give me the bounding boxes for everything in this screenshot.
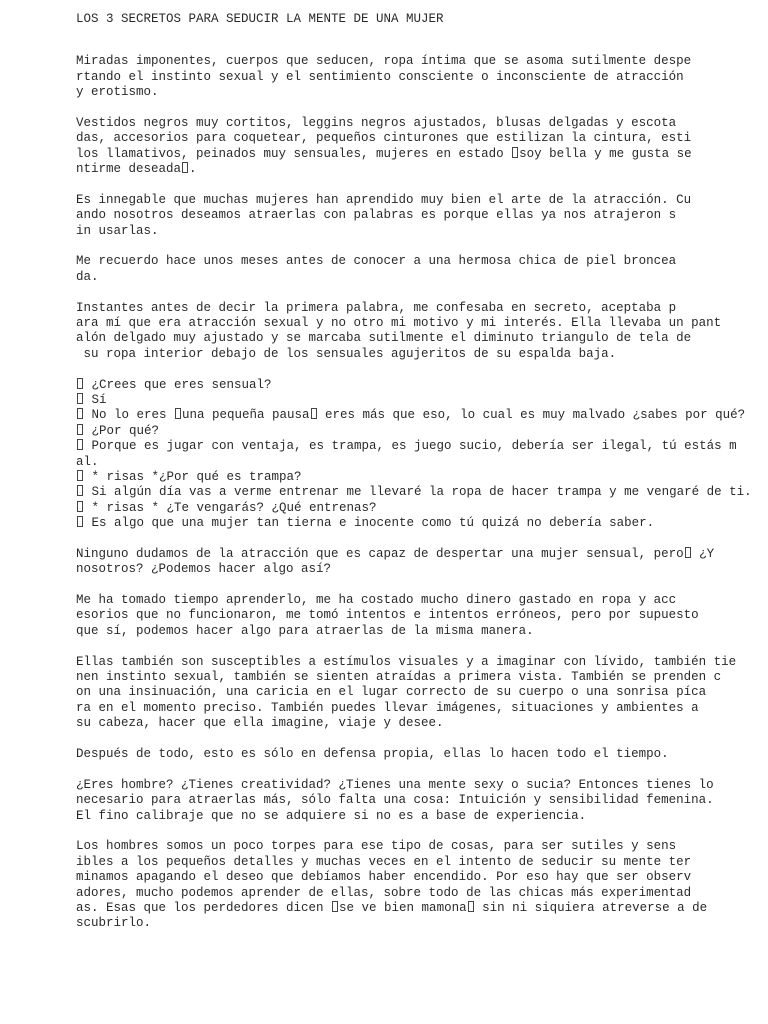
- text-line: ¿Eres hombre? ¿Tienes creatividad? ¿Tienes una mente sexy o sucia? Entonces tienes lo: [76, 777, 714, 792]
- text-line: nosotros? ¿Podemos hacer algo así?: [76, 562, 332, 577]
- paragraph: [76, 547, 756, 578]
- text-line: su ropa interior debajo de los sensuales agujeritos de su espalda baja.: [76, 346, 617, 361]
- text-line: nen instinto sexual, también se sienten atraídas a primera vista. También se prenden c: [76, 670, 722, 685]
- text-line: Si algún día vas a verme entrenar me llevaré la ropa de hacer trampa y me vengaré de ti.: [76, 485, 756, 500]
- missing-glyph-icon: [77, 439, 83, 450]
- text-line: Porque es jugar con ventaja, es trampa, es juego sucio, debería ser ilegal, tú estás m: [76, 439, 756, 454]
- paragraph: [76, 593, 756, 639]
- paragraph: [76, 116, 756, 178]
- paragraph: [76, 747, 756, 762]
- text-line: Es innegable que muchas mujeres han aprendido muy bien el arte de la atracción. Cu: [76, 192, 692, 207]
- paragraph: [76, 839, 756, 931]
- text-line: rtando el instinto sexual y el sentimiento consciente o inconsciente de atracción: [76, 69, 684, 84]
- text-line: Ninguno dudamos de la atracción que es capaz de despertar una mujer sensual, pero ¿Y: [76, 546, 715, 561]
- missing-glyph-icon: [685, 547, 691, 558]
- text-line: Es algo que una mujer tan tierna e inocente como tú quizá no debería saber.: [76, 516, 756, 531]
- missing-glyph-icon: [77, 378, 83, 389]
- text-line: ¿Crees que eres sensual?: [76, 378, 756, 393]
- missing-glyph-icon: [77, 470, 83, 481]
- text-line: ibles a los pequeños detalles y muchas veces en el intento de seducir su mente ter: [76, 854, 692, 869]
- text-line: alón delgado muy ajustado y se marcaba sutilmente el diminuto triangulo de tela de: [76, 331, 692, 346]
- text-line: Instantes antes de decir la primera palabra, me confesaba en secreto, aceptaba p: [76, 300, 677, 315]
- text-line: esorios que no funcionaron, me tomó intentos e intentos erróneos, pero por supuesto: [76, 608, 699, 623]
- text-line: in usarlas.: [76, 223, 159, 238]
- text-line: No lo eres una pequeña pausa eres más que eso, lo cual es muy malvado ¿sabes por qué?: [76, 408, 756, 423]
- text-line: * risas * ¿Te vengarás? ¿Qué entrenas?: [76, 501, 756, 516]
- text-line: on una insinuación, una caricia en el lugar correcto de su cuerpo o una sonrisa píca: [76, 685, 707, 700]
- missing-glyph-icon: [512, 147, 518, 158]
- paragraph: [76, 54, 756, 100]
- text-line: ntirme deseada .: [76, 162, 197, 177]
- text-line: su cabeza, hacer que ella imagine, viaje y desee.: [76, 716, 444, 731]
- text-line: que sí, podemos hacer algo para atraerlas de la misma manera.: [76, 623, 534, 638]
- text-line: Me ha tomado tiempo aprenderlo, me ha costado mucho dinero gastado en ropa y acc: [76, 593, 677, 608]
- text-line: Me recuerdo hace unos meses antes de conocer a una hermosa chica de piel broncea: [76, 254, 677, 269]
- missing-glyph-icon: [175, 408, 181, 419]
- text-line: scubrirlo.: [76, 916, 152, 931]
- document-body: [76, 54, 756, 931]
- missing-glyph-icon: [182, 162, 188, 173]
- missing-glyph-icon: [77, 501, 83, 512]
- text-line: Después de todo, esto es sólo en defensa propia, ellas lo hacen todo el tiempo.: [76, 746, 669, 761]
- text-line: Sí: [76, 393, 756, 408]
- missing-glyph-icon: [77, 516, 83, 527]
- paragraph: [76, 254, 756, 285]
- paragraph: [76, 778, 756, 824]
- text-line: da.: [76, 269, 99, 284]
- document-title: LOS 3 SECRETOS PARA SEDUCIR LA MENTE DE UNA MUJER: [76, 12, 444, 26]
- paragraph: [76, 301, 756, 363]
- text-line: minamos apagando el deseo que debíamos haber encendido. Por eso hay que ser observ: [76, 870, 692, 885]
- text-line: ¿Por qué?: [76, 424, 756, 439]
- document-page: [76, 12, 756, 947]
- text-line: al.: [76, 454, 99, 469]
- text-line: necesario para atraerlas más, sólo falta una cosa: Intuición y sensibilidad femenina.: [76, 793, 714, 808]
- text-line: y erotismo.: [76, 85, 159, 100]
- paragraph: [76, 378, 756, 532]
- text-line: Ellas también son susceptibles a estímulos visuales y a imaginar con lívido, también tie: [76, 654, 737, 669]
- missing-glyph-icon: [311, 408, 317, 419]
- text-line: Vestidos negros muy cortitos, leggins negros ajustados, blusas delgadas y escota: [76, 115, 677, 130]
- text-line: as. Esas que los perdedores dicen se ve bien mamona sin ni siquiera atreverse a de: [76, 900, 708, 915]
- text-line: El fino calibraje que no se adquiere si no es a base de experiencia.: [76, 808, 587, 823]
- missing-glyph-icon: [332, 901, 338, 912]
- missing-glyph-icon: [77, 485, 83, 496]
- missing-glyph-icon: [468, 901, 474, 912]
- text-line: Los hombres somos un poco torpes para ese tipo de cosas, para ser sutiles y sens: [76, 839, 677, 854]
- text-line: ando nosotros deseamos atraerlas con palabras es porque ellas ya nos atrajeron s: [76, 208, 677, 223]
- missing-glyph-icon: [77, 393, 83, 404]
- text-line: ara mí que era atracción sexual y no otro mi motivo y mi interés. Ella llevaba un pant: [76, 316, 722, 331]
- missing-glyph-icon: [77, 424, 83, 435]
- text-line: los llamativos, peinados muy sensuales, mujeres en estado soy bella y me gusta se: [76, 146, 692, 161]
- text-line: ra en el momento preciso. También puedes llevar imágenes, situaciones y ambientes a: [76, 700, 699, 715]
- text-line: Miradas imponentes, cuerpos que seducen, ropa íntima que se asoma sutilmente despe: [76, 54, 692, 69]
- paragraph: [76, 655, 756, 732]
- missing-glyph-icon: [77, 408, 83, 419]
- text-line: * risas *¿Por qué es trampa?: [76, 470, 756, 485]
- text-line: adores, mucho podemos aprender de ellas, sobre todo de las chicas más experimentad: [76, 885, 692, 900]
- text-line: das, accesorios para coquetear, pequeños cinturones que estilizan la cintura, esti: [76, 131, 692, 146]
- paragraph: [76, 193, 756, 239]
